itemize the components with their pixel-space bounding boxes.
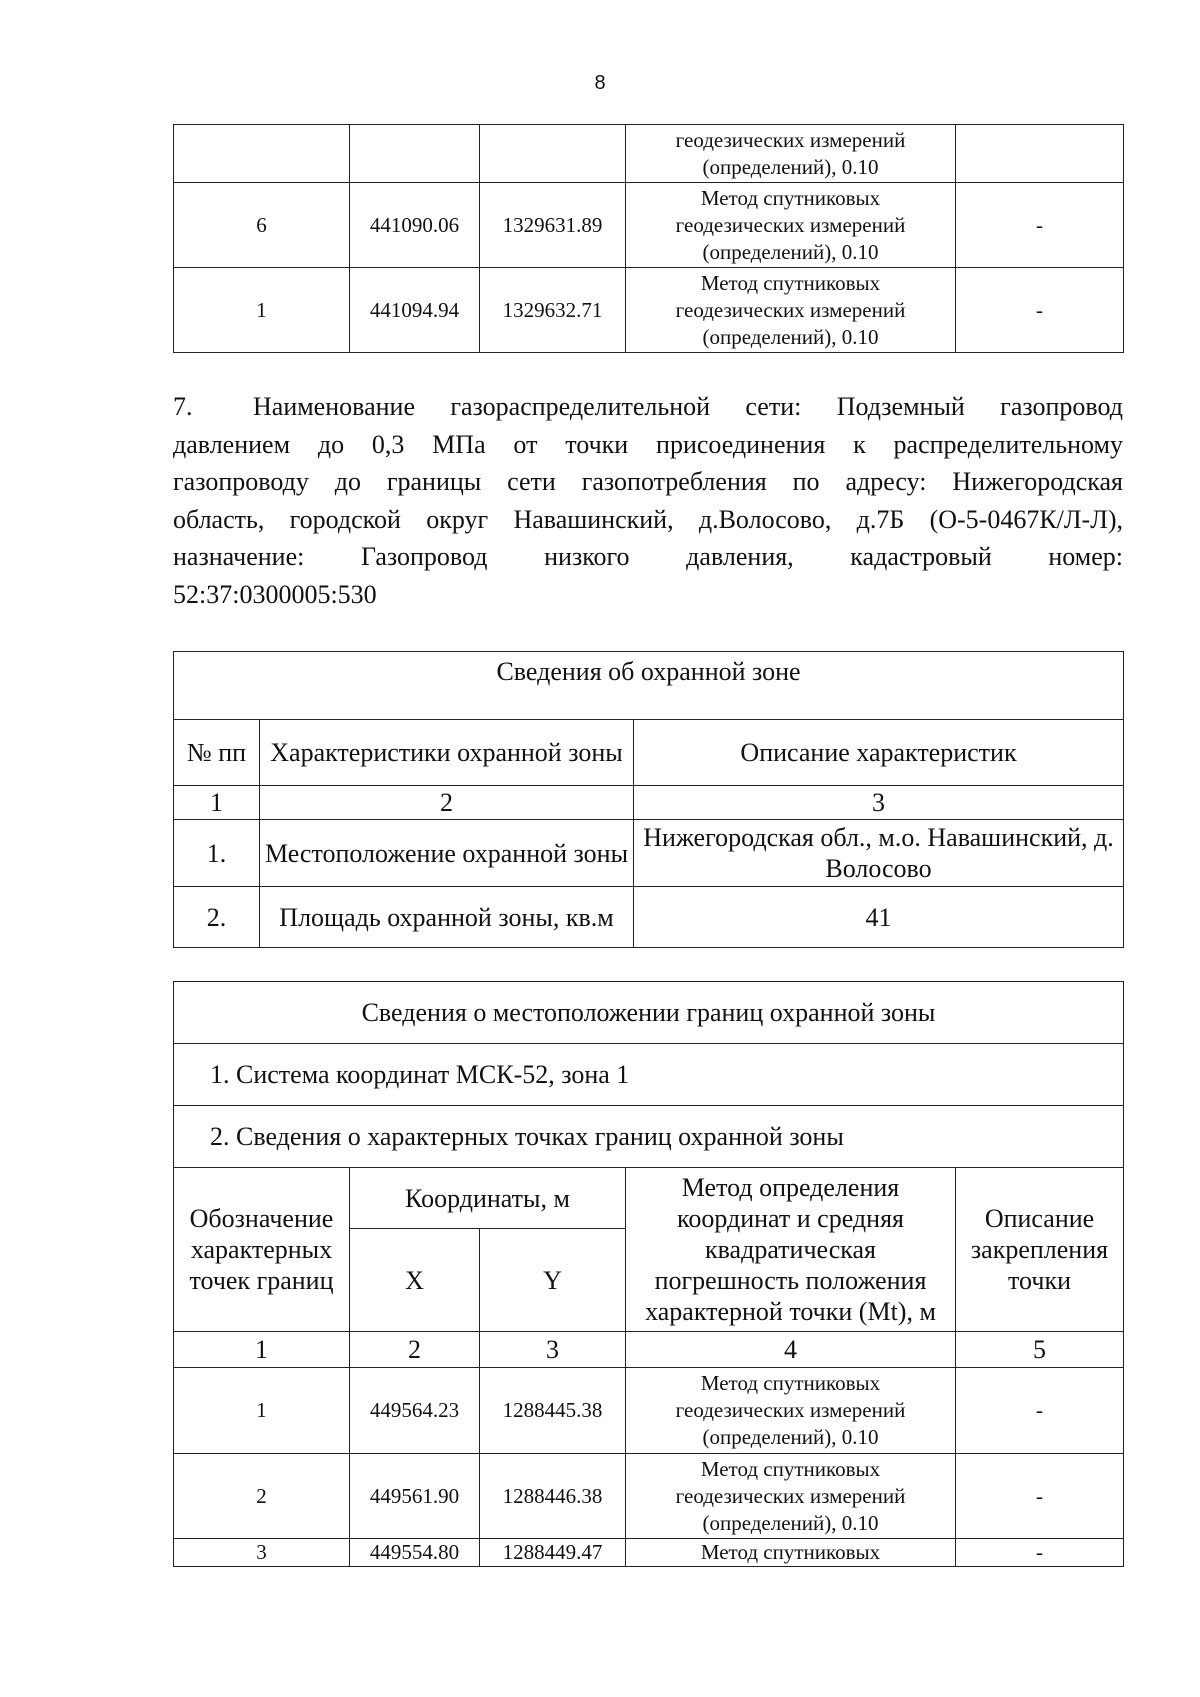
header-x: X [350, 1229, 480, 1332]
col-number: 2 [260, 786, 634, 820]
table-header-row [174, 1168, 1124, 1229]
table-title-row [174, 982, 1124, 1044]
fixing-description: - [956, 1368, 1124, 1454]
coord-y: 1329631.89 [480, 183, 626, 268]
boundary-location-table [173, 981, 1124, 1567]
col-number: 5 [956, 1332, 1124, 1368]
coord-y: 1329632.71 [480, 268, 626, 353]
column-numbers-row [174, 1332, 1124, 1368]
col-number: 3 [480, 1332, 626, 1368]
header-designation: Обозначение характерных точек границ [174, 1168, 350, 1332]
method-line: геодезических измерений [675, 212, 906, 237]
paragraph-line: назначение: Газопровод низкого давления, кадастровый номер: [173, 542, 1123, 571]
section-7-paragraph [173, 388, 1123, 613]
header-characteristic: Характеристики охранной зоны [260, 720, 634, 786]
coord-x: 449561.90 [350, 1454, 480, 1539]
point-number: 2 [174, 1454, 350, 1539]
coordinates-table-continued [173, 124, 1124, 353]
coord-x: 441090.06 [350, 183, 480, 268]
coord-y: 1288449.47 [480, 1539, 626, 1567]
description: 41 [634, 887, 1124, 948]
fixing-description: - [956, 1454, 1124, 1539]
col-number: 4 [626, 1332, 956, 1368]
table-row [174, 125, 1124, 183]
method-cell [626, 183, 956, 268]
coord-x: 449564.23 [350, 1368, 480, 1454]
col-number: 2 [350, 1332, 480, 1368]
coord-x: 449554.80 [350, 1539, 480, 1567]
method-cell [626, 1454, 956, 1539]
fixing-description [956, 125, 1124, 183]
method-cell [626, 1368, 956, 1454]
method-line: Метод спутниковых [700, 1371, 881, 1395]
fixing-description: - [956, 268, 1124, 353]
column-numbers-row [174, 786, 1124, 820]
col-number: 1 [174, 786, 260, 820]
col-number: 3 [634, 786, 1124, 820]
method-line: (определений), 0.10 [702, 1425, 879, 1449]
table-header-row [174, 720, 1124, 786]
table-row [174, 268, 1124, 353]
header-fixing: Описание закрепления точки [956, 1168, 1124, 1332]
coordinate-system: 1. Система координат МСК-52, зона 1 [174, 1044, 1124, 1106]
method-line: Метод спутниковых [700, 270, 881, 295]
coord-y [480, 125, 626, 183]
paragraph-line [173, 388, 1123, 426]
protection-zone-table [173, 651, 1124, 948]
method-line: Метод спутниковых [700, 185, 881, 210]
table-title: Сведения об охранной зоне [174, 652, 1124, 720]
paragraph-line: 52:37:0300005:530 [173, 579, 377, 609]
table-row [174, 1368, 1124, 1454]
method-line: (определений), 0.10 [702, 239, 879, 264]
method-line: (определений), 0.10 [702, 154, 879, 179]
characteristic: Площадь охранной зоны, кв.м [260, 887, 634, 948]
description: Нижегородская обл., м.о. Навашинский, д. Волосово [634, 820, 1124, 887]
table-title-row [174, 652, 1124, 720]
point-number [174, 125, 350, 183]
point-number: 1 [174, 1368, 350, 1454]
point-number: 6 [174, 183, 350, 268]
paragraph-text: Наименование газораспределительной сети: Подземный газопровод [253, 392, 1123, 421]
col-number: 1 [174, 1332, 350, 1368]
method-line: (определений), 0.10 [702, 324, 879, 349]
fixing-description: - [956, 1539, 1124, 1567]
method-line: (определений), 0.10 [702, 1510, 879, 1535]
fixing-description: - [956, 183, 1124, 268]
header-coordinates: Координаты, м [350, 1168, 626, 1229]
page-number: 8 [594, 72, 606, 94]
header-method: Метод определения координат и средняя квадратическая погрешность положения характерной точки (Mt), м [626, 1168, 956, 1332]
paragraph-line: давлением до 0,3 МПа от точки присоединения к распределительному [173, 429, 1123, 459]
table-row [174, 887, 1124, 948]
row-number: 2. [174, 887, 260, 948]
coord-y: 1288445.38 [480, 1368, 626, 1454]
point-number: 3 [174, 1539, 350, 1567]
coord-x: 441094.94 [350, 268, 480, 353]
method-line: геодезических измерений [675, 297, 906, 322]
method-line: геодезических измерений [675, 1483, 906, 1508]
paragraph-line: газопроводу до границы сети газопотребления по адресу: Нижегородская [173, 467, 1123, 496]
point-number: 1 [174, 268, 350, 353]
header-num: № пп [174, 720, 260, 786]
method-cell [626, 1539, 956, 1567]
table-row [174, 1454, 1124, 1539]
method-line: Метод спутниковых [700, 1456, 881, 1481]
coord-system-row [174, 1044, 1124, 1106]
section-number: 7. [173, 392, 193, 421]
table-row [174, 1539, 1124, 1567]
header-y: Y [480, 1229, 626, 1332]
method-line: геодезических измерений [675, 1398, 906, 1422]
table-title: Сведения о местоположении границ охранной зоны [174, 982, 1124, 1044]
points-info-row [174, 1106, 1124, 1168]
coord-x [350, 125, 480, 183]
coord-y: 1288446.38 [480, 1454, 626, 1539]
table-row [174, 183, 1124, 268]
method-cell [626, 125, 956, 183]
method-cell [626, 268, 956, 353]
row-number: 1. [174, 820, 260, 887]
method-line: геодезических измерений [675, 127, 906, 152]
table-row [174, 820, 1124, 887]
characteristic: Местоположение охранной зоны [260, 820, 634, 887]
points-info: 2. Сведения о характерных точках границ охранной зоны [174, 1106, 1124, 1168]
header-description: Описание характеристик [634, 720, 1124, 786]
paragraph-line: область, городской округ Навашинский, д.Волосово, д.7Б (О-5-0467К/Л-Л), [173, 504, 1123, 534]
method-line: Метод спутниковых [700, 1540, 881, 1564]
